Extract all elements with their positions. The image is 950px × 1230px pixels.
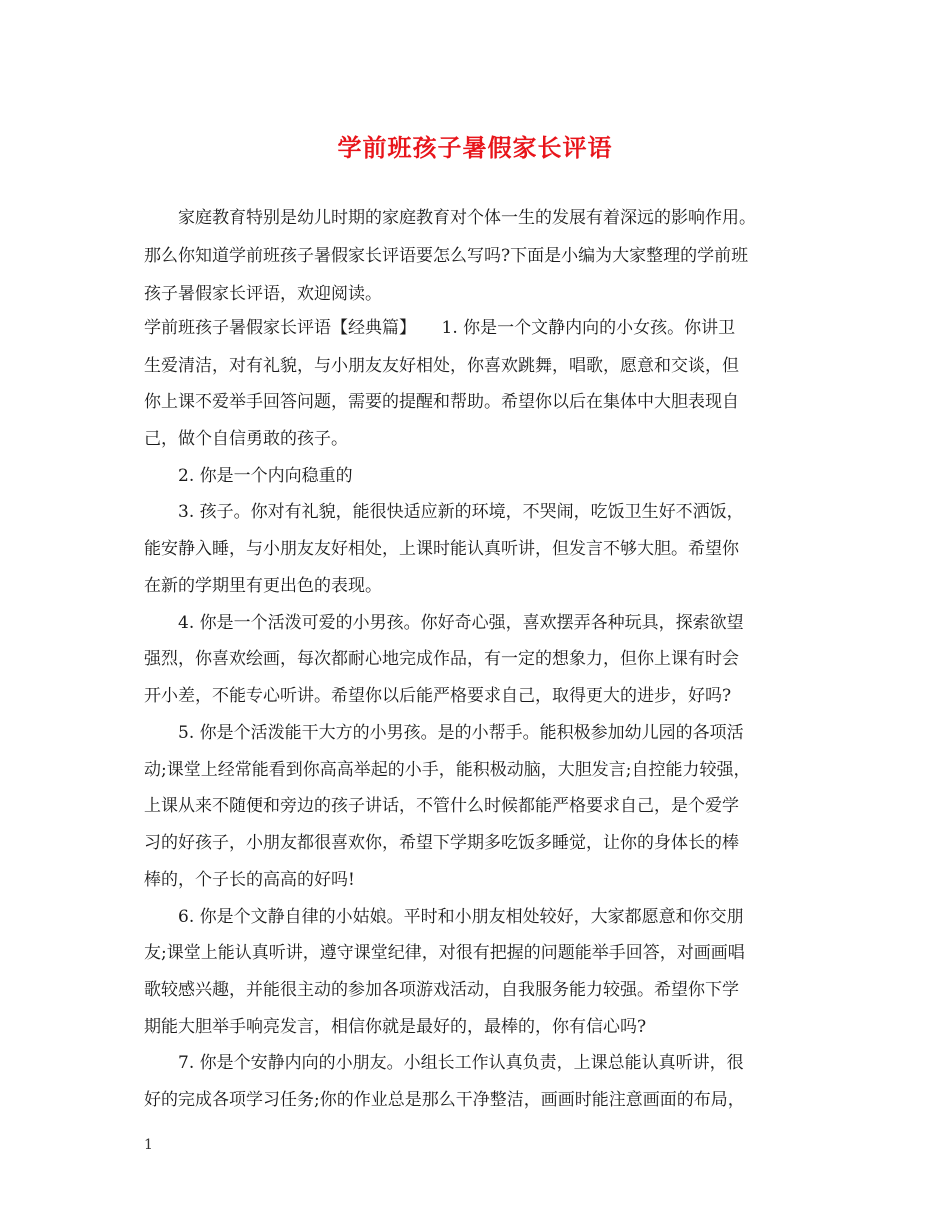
body-line: 习的好孩子，小朋友都很喜欢你，希望下学期多吃饭多睡觉，让你的身体长的棒 (144, 833, 739, 853)
body-line: 好的完成各项学习任务;你的作业总是那么干净整洁，画画时能注意画面的布局， (144, 1090, 745, 1110)
body-line: 学前班孩子暑假家长评语【经典篇】 1. 你是一个文静内向的小女孩。你讲卫 (144, 318, 736, 338)
body-line: 友;课堂上能认真听讲，遵守课堂纪律，对很有把握的问题能举手回答，对画画唱 (144, 943, 745, 963)
body-line: 孩子暑假家长评语，欢迎阅读。 (144, 284, 382, 304)
body-line: 那么你知道学前班孩子暑假家长评语要怎么写吗?下面是小编为大家整理的学前班 (144, 246, 749, 266)
body-line: 3. 孩子。你对有礼貌，能很快适应新的环境，不哭闹，吃饭卫生好不洒饭， (178, 502, 744, 522)
body-line: 上课从来不随便和旁边的孩子讲话，不管什么时候都能严格要求自己，是个爱学 (144, 796, 739, 816)
body-line: 己，做个自信勇敢的孩子。 (144, 429, 348, 449)
body-line: 在新的学期里有更出色的表现。 (144, 576, 382, 596)
body-line: 5. 你是个活泼能干大方的小男孩。是的小帮手。能积极参加幼儿园的各项活 (178, 723, 744, 743)
body-line: 期能大胆举手响亮发言，相信你就是最好的，最棒的，你有信心吗? (144, 1017, 647, 1037)
body-line: 生爱清洁，对有礼貌，与小朋友友好相处，你喜欢跳舞，唱歌，愿意和交谈，但 (144, 356, 739, 376)
body-line: 棒的，个子长的高高的好吗! (144, 870, 355, 890)
body-line: 开小差，不能专心听讲。希望你以后能严格要求自己，取得更大的进步，好吗? (144, 686, 732, 706)
body-line: 2. 你是一个内向稳重的 (178, 466, 353, 486)
body-line: 7. 你是个安静内向的小朋友。小组长工作认真负责，上课总能认真听讲，很 (178, 1053, 744, 1073)
body-line: 歌较感兴趣，并能很主动的参加各项游戏活动，自我服务能力较强。希望你下学 (144, 980, 739, 1000)
body-line: 你上课不爱举手回答问题，需要的提醒和帮助。希望你以后在集体中大胆表现自 (144, 392, 739, 412)
body-line: 能安静入睡，与小朋友友好相处，上课时能认真听讲，但发言不够大胆。希望你 (144, 539, 739, 559)
page-number: 1 (144, 1137, 153, 1153)
body-line: 家庭教育特别是幼儿时期的家庭教育对个体一生的发展有着深远的影响作用。 (178, 208, 756, 228)
page-title: 学前班孩子暑假家长评语 (337, 133, 613, 162)
body-line: 动;课堂上经常能看到你高高举起的小手，能积极动脑，大胆发言;自控能力较强， (144, 760, 751, 780)
body-line: 4. 你是一个活泼可爱的小男孩。你好奇心强，喜欢摆弄各种玩具，探索欲望 (178, 613, 744, 633)
body-line: 强烈，你喜欢绘画，每次都耐心地完成作品，有一定的想象力，但你上课有时会 (144, 649, 739, 669)
body-line: 6. 你是个文静自律的小姑娘。平时和小朋友相处较好，大家都愿意和你交朋 (178, 907, 744, 927)
